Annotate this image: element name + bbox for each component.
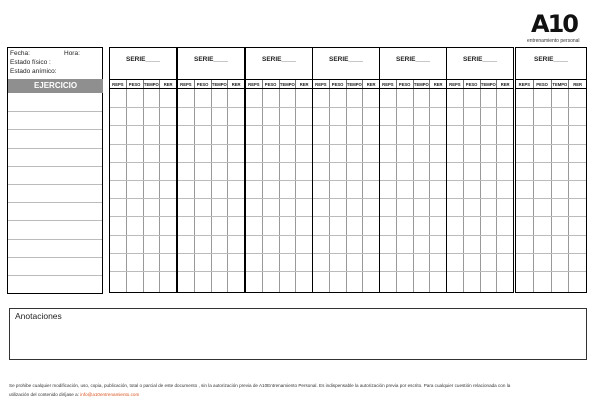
exercise-column [7, 93, 103, 294]
column-header-peso: PESO [397, 80, 414, 88]
column-divider [279, 89, 280, 292]
exercise-row[interactable] [8, 239, 102, 240]
brand-logo [527, 10, 585, 50]
column-divider [159, 89, 160, 292]
table-row[interactable] [380, 180, 446, 181]
table-row[interactable] [178, 125, 244, 126]
table-row[interactable] [380, 235, 446, 236]
series-block [109, 47, 177, 293]
exercise-row[interactable] [8, 166, 102, 167]
footer-line-1: Se prohibe cualquier modificación, uso, copia, publicación, total o parcial de este documento , sin la autorización previa de A10Entrenamiento Personal. Es indispensable la autorización previa por escrito. Para cualquier cuestión relacionada con la [9, 383, 511, 388]
series-label: SERIE____ [126, 56, 160, 63]
table-row[interactable] [178, 216, 244, 217]
column-divider [396, 89, 397, 292]
exercise-header: EJERCICIO [7, 79, 103, 93]
table-row[interactable] [110, 216, 176, 217]
column-divider [362, 89, 363, 292]
table-row[interactable] [246, 180, 312, 181]
column-header-reps: REPS [110, 80, 127, 88]
table-row[interactable] [246, 271, 312, 272]
legal-footer [9, 381, 591, 399]
column-header-peso: PESO [127, 80, 144, 88]
table-row[interactable] [516, 271, 586, 272]
table-row[interactable] [178, 144, 244, 145]
table-row[interactable] [447, 216, 513, 217]
mood-state-label: Estado anímico: [10, 68, 57, 75]
table-row[interactable] [246, 216, 312, 217]
series-label: SERIE____ [396, 56, 430, 63]
table-row[interactable] [178, 162, 244, 163]
series-columns-header [516, 79, 586, 89]
exercise-row[interactable] [8, 202, 102, 203]
column-header-reps: REPS [516, 80, 534, 88]
table-row[interactable] [447, 253, 513, 254]
table-row[interactable] [447, 144, 513, 145]
column-header-rer: RER [231, 82, 241, 87]
column-header-tempo: TEMPO [143, 82, 159, 87]
column-header-reps: REPS [246, 80, 263, 88]
table-row[interactable] [110, 271, 176, 272]
table-row[interactable] [313, 162, 379, 163]
table-row[interactable] [313, 253, 379, 254]
session-info-box [7, 47, 103, 80]
series-label: SERIE____ [463, 56, 497, 63]
column-header-peso: PESO [534, 80, 552, 88]
column-header-rer: RER [366, 82, 376, 87]
series-columns-header [447, 79, 513, 89]
series-columns-header [110, 79, 176, 89]
table-row[interactable] [313, 125, 379, 126]
series-block [177, 47, 245, 293]
column-header-tempo: TEMPO [552, 82, 568, 87]
column-divider [211, 89, 212, 292]
column-divider [568, 89, 569, 292]
column-header-reps: REPS [178, 80, 195, 88]
table-row[interactable] [516, 198, 586, 199]
exercise-row[interactable] [8, 184, 102, 185]
table-row[interactable] [516, 125, 586, 126]
column-divider [194, 89, 195, 292]
date-label: Fecha: [10, 50, 30, 57]
column-divider [413, 89, 414, 292]
column-divider [480, 89, 481, 292]
exercise-row[interactable] [8, 220, 102, 221]
table-row[interactable] [110, 253, 176, 254]
column-divider [533, 89, 534, 292]
time-label: Hora: [64, 50, 80, 57]
table-row[interactable] [516, 107, 586, 108]
table-row[interactable] [246, 107, 312, 108]
table-row[interactable] [447, 125, 513, 126]
table-row[interactable] [110, 162, 176, 163]
series-block [446, 47, 514, 293]
table-row[interactable] [313, 180, 379, 181]
series-columns-header [313, 79, 379, 89]
series-block [245, 47, 313, 293]
notes-box [9, 308, 587, 360]
series-label: SERIE____ [329, 56, 363, 63]
table-row[interactable] [178, 271, 244, 272]
series-columns-header [178, 79, 244, 89]
series-columns-header [246, 79, 312, 89]
series-label: SERIE____ [262, 56, 296, 63]
exercise-row[interactable] [8, 129, 102, 130]
column-header-reps: REPS [447, 80, 464, 88]
table-row[interactable] [447, 271, 513, 272]
table-row[interactable] [313, 271, 379, 272]
table-row[interactable] [178, 253, 244, 254]
column-divider [262, 89, 263, 292]
table-row[interactable] [516, 235, 586, 236]
table-row[interactable] [447, 180, 513, 181]
column-header-peso: PESO [195, 80, 212, 88]
table-row[interactable] [380, 162, 446, 163]
table-row[interactable] [313, 107, 379, 108]
table-row[interactable] [447, 162, 513, 163]
column-header-peso: PESO [330, 80, 347, 88]
column-header-rer: RER [573, 82, 583, 87]
table-row[interactable] [313, 216, 379, 217]
column-header-tempo: TEMPO [413, 82, 429, 87]
table-row[interactable] [380, 253, 446, 254]
column-header-reps: REPS [313, 80, 330, 88]
column-header-rer: RER [163, 82, 173, 87]
footer-line-2: utilización del contenido diríjase a: [9, 392, 81, 397]
table-row[interactable] [516, 253, 586, 254]
table-row[interactable] [313, 198, 379, 199]
series-label: SERIE____ [534, 56, 568, 63]
column-header-reps: REPS [380, 80, 397, 88]
table-row[interactable] [380, 125, 446, 126]
exercise-row[interactable] [8, 111, 102, 112]
table-row[interactable] [516, 216, 586, 217]
table-row[interactable] [447, 107, 513, 108]
notes-title: Anotaciones [15, 311, 62, 321]
table-row[interactable] [380, 144, 446, 145]
series-block [515, 47, 587, 293]
column-divider [346, 89, 347, 292]
table-row[interactable] [380, 107, 446, 108]
series-block [312, 47, 380, 293]
column-header-tempo: TEMPO [346, 82, 362, 87]
exercise-row[interactable] [8, 275, 102, 276]
column-divider [496, 89, 497, 292]
column-divider [295, 89, 296, 292]
table-row[interactable] [110, 235, 176, 236]
table-row[interactable] [246, 162, 312, 163]
table-row[interactable] [178, 107, 244, 108]
column-header-rer: RER [433, 82, 443, 87]
exercise-row[interactable] [8, 257, 102, 258]
column-header-tempo: TEMPO [211, 82, 227, 87]
logo-mark: A10 [531, 10, 577, 38]
series-columns-header [380, 79, 446, 89]
column-header-tempo: TEMPO [480, 82, 496, 87]
table-row[interactable] [246, 125, 312, 126]
column-divider [329, 89, 330, 292]
column-divider [126, 89, 127, 292]
column-header-rer: RER [500, 82, 510, 87]
table-row[interactable] [110, 180, 176, 181]
table-row[interactable] [178, 180, 244, 181]
column-divider [463, 89, 464, 292]
table-row[interactable] [380, 271, 446, 272]
exercise-row[interactable] [8, 148, 102, 149]
column-divider [143, 89, 144, 292]
column-divider [227, 89, 228, 292]
table-row[interactable] [313, 144, 379, 145]
table-row[interactable] [110, 198, 176, 199]
table-row[interactable] [246, 144, 312, 145]
table-row[interactable] [447, 235, 513, 236]
column-header-peso: PESO [263, 80, 280, 88]
contact-email-link[interactable]: info@a10entrenamiento.com [80, 392, 140, 397]
column-header-tempo: TEMPO [279, 82, 295, 87]
series-block [379, 47, 447, 293]
table-row[interactable] [516, 162, 586, 163]
logo-subtitle: entrenamiento personal [527, 38, 580, 44]
physical-state-label: Estado físico : [10, 59, 51, 66]
series-label: SERIE____ [194, 56, 228, 63]
column-divider [429, 89, 430, 292]
table-row[interactable] [516, 144, 586, 145]
table-row[interactable] [110, 144, 176, 145]
table-row[interactable] [110, 107, 176, 108]
column-header-peso: PESO [464, 80, 481, 88]
table-row[interactable] [246, 253, 312, 254]
table-row[interactable] [380, 198, 446, 199]
column-divider [551, 89, 552, 292]
table-row[interactable] [246, 198, 312, 199]
table-row[interactable] [313, 235, 379, 236]
table-row[interactable] [380, 216, 446, 217]
table-row[interactable] [110, 125, 176, 126]
table-row[interactable] [178, 235, 244, 236]
table-row[interactable] [447, 198, 513, 199]
column-header-rer: RER [299, 82, 309, 87]
table-row[interactable] [178, 198, 244, 199]
table-row[interactable] [246, 235, 312, 236]
table-row[interactable] [516, 180, 586, 181]
